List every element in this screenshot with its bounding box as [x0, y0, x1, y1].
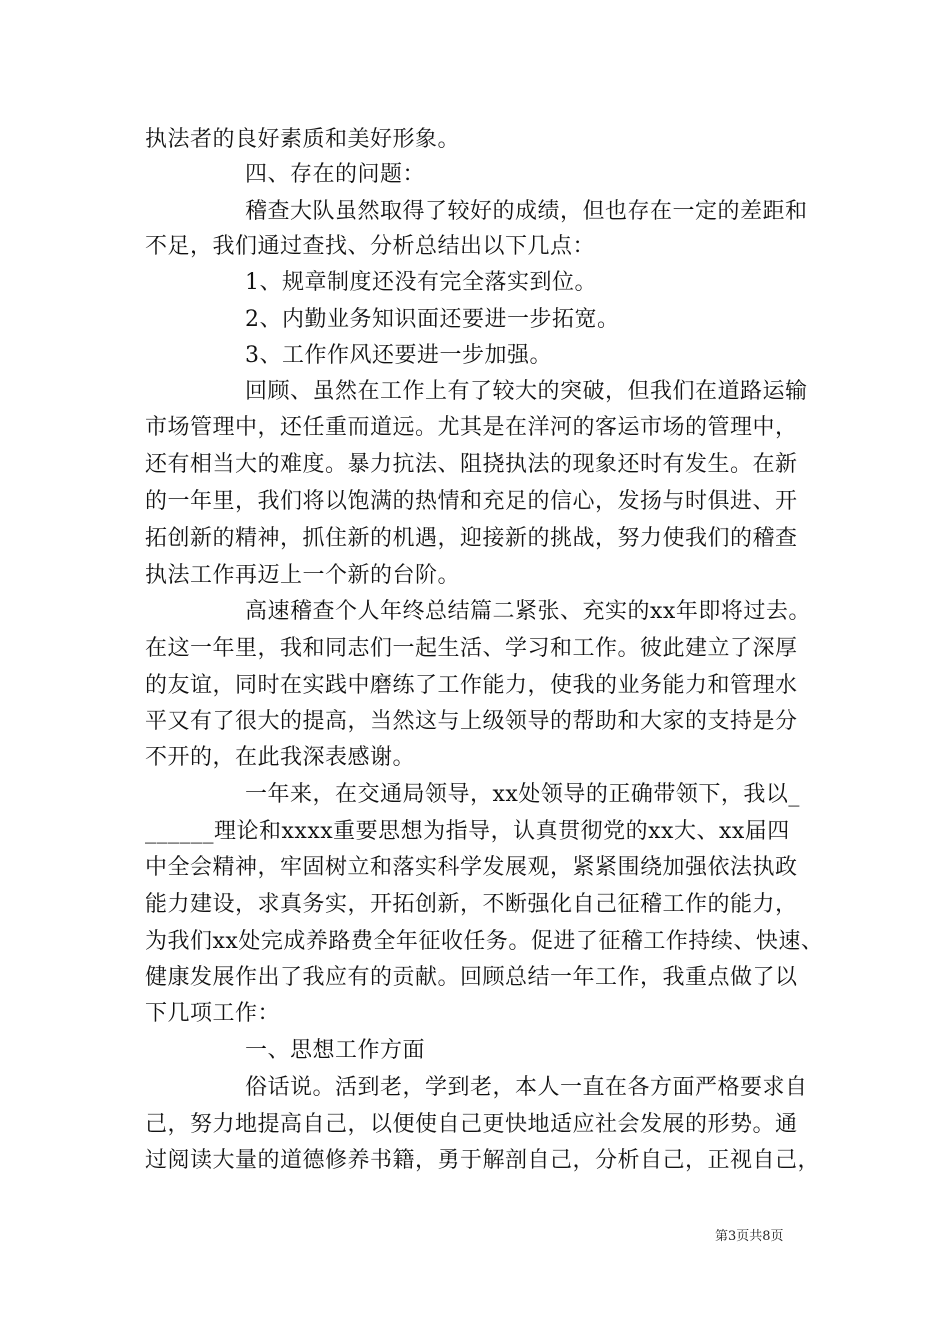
text-line: 过阅读大量的道德修养书籍，勇于解剖自己，分析自己，正视自己，	[145, 1148, 821, 1173]
text-line: 在这一年里，我和同志们一起生活、学习和工作。彼此建立了深厚	[145, 636, 798, 661]
text-line: 拓创新的精神，抓住新的机遇，迎接新的挑战，努力使我们的稽查	[145, 526, 798, 551]
list-item: 2、内勤业务知识面还要进一步拓宽。	[245, 307, 620, 332]
text-line: 己，努力地提高自己，以便使自己更快地适应社会发展的形势。通	[145, 1112, 798, 1137]
text-line: 为我们xx处完成养路费全年征收任务。促进了征稽工作持续、快速、	[145, 929, 824, 954]
list-item: 1、规章制度还没有完全落实到位。	[245, 270, 597, 295]
text-line: 执法工作再迈上一个新的台阶。	[145, 563, 461, 588]
text-line: ______理论和xxxx重要思想为指导，认真贯彻党的xx大、xx届四	[145, 819, 790, 844]
text-line: 市场管理中，还任重而道远。尤其是在洋河的客运市场的管理中，	[145, 415, 798, 440]
text-line: 不足，我们通过查找、分析总结出以下几点：	[145, 234, 596, 259]
text-line: 高速稽查个人年终总结篇二紧张、充实的xx年即将过去。	[245, 599, 811, 624]
text-line: 不开的，在此我深表感谢。	[145, 745, 416, 770]
page-number-footer: 第3页共8页	[715, 1229, 784, 1244]
text-line: 回顾、虽然在工作上有了较大的突破，但我们在道路运输	[245, 379, 808, 404]
list-item: 3、工作作风还要进一步加强。	[245, 343, 552, 368]
text-line: 健康发展作出了我应有的贡献。回顾总结一年工作，我重点做了以	[145, 965, 798, 990]
text-line: 平又有了很大的提高，当然这与上级领导的帮助和大家的支持是分	[145, 709, 798, 734]
text-line: 能力建设，求真务实，开拓创新，不断强化自己征稽工作的能力，	[145, 892, 798, 917]
text-line: 下几项工作：	[145, 1001, 281, 1026]
text-line: 的一年里，我们将以饱满的热情和充足的信心，发扬与时俱进、开	[145, 489, 798, 514]
text-line: 俗话说。活到老，学到老，本人一直在各方面严格要求自	[245, 1075, 808, 1100]
text-line: 的友谊，同时在实践中磨练了工作能力，使我的业务能力和管理水	[145, 673, 798, 698]
text-line: 稽查大队虽然取得了较好的成绩，但也存在一定的差距和	[245, 199, 808, 224]
text-line: 一年来，在交通局领导，xx处领导的正确带领下，我以_	[245, 782, 800, 807]
text-line: 还有相当大的难度。暴力抗法、阻挠执法的现象还时有发生。在新	[145, 452, 798, 477]
section-heading: 四、存在的问题：	[245, 162, 426, 187]
section-heading: 一、思想工作方面	[245, 1038, 426, 1063]
text-line: 执法者的良好素质和美好形象。	[145, 127, 461, 152]
text-line: 中全会精神，牢固树立和落实科学发展观，紧紧围绕加强依法执政	[145, 855, 798, 880]
